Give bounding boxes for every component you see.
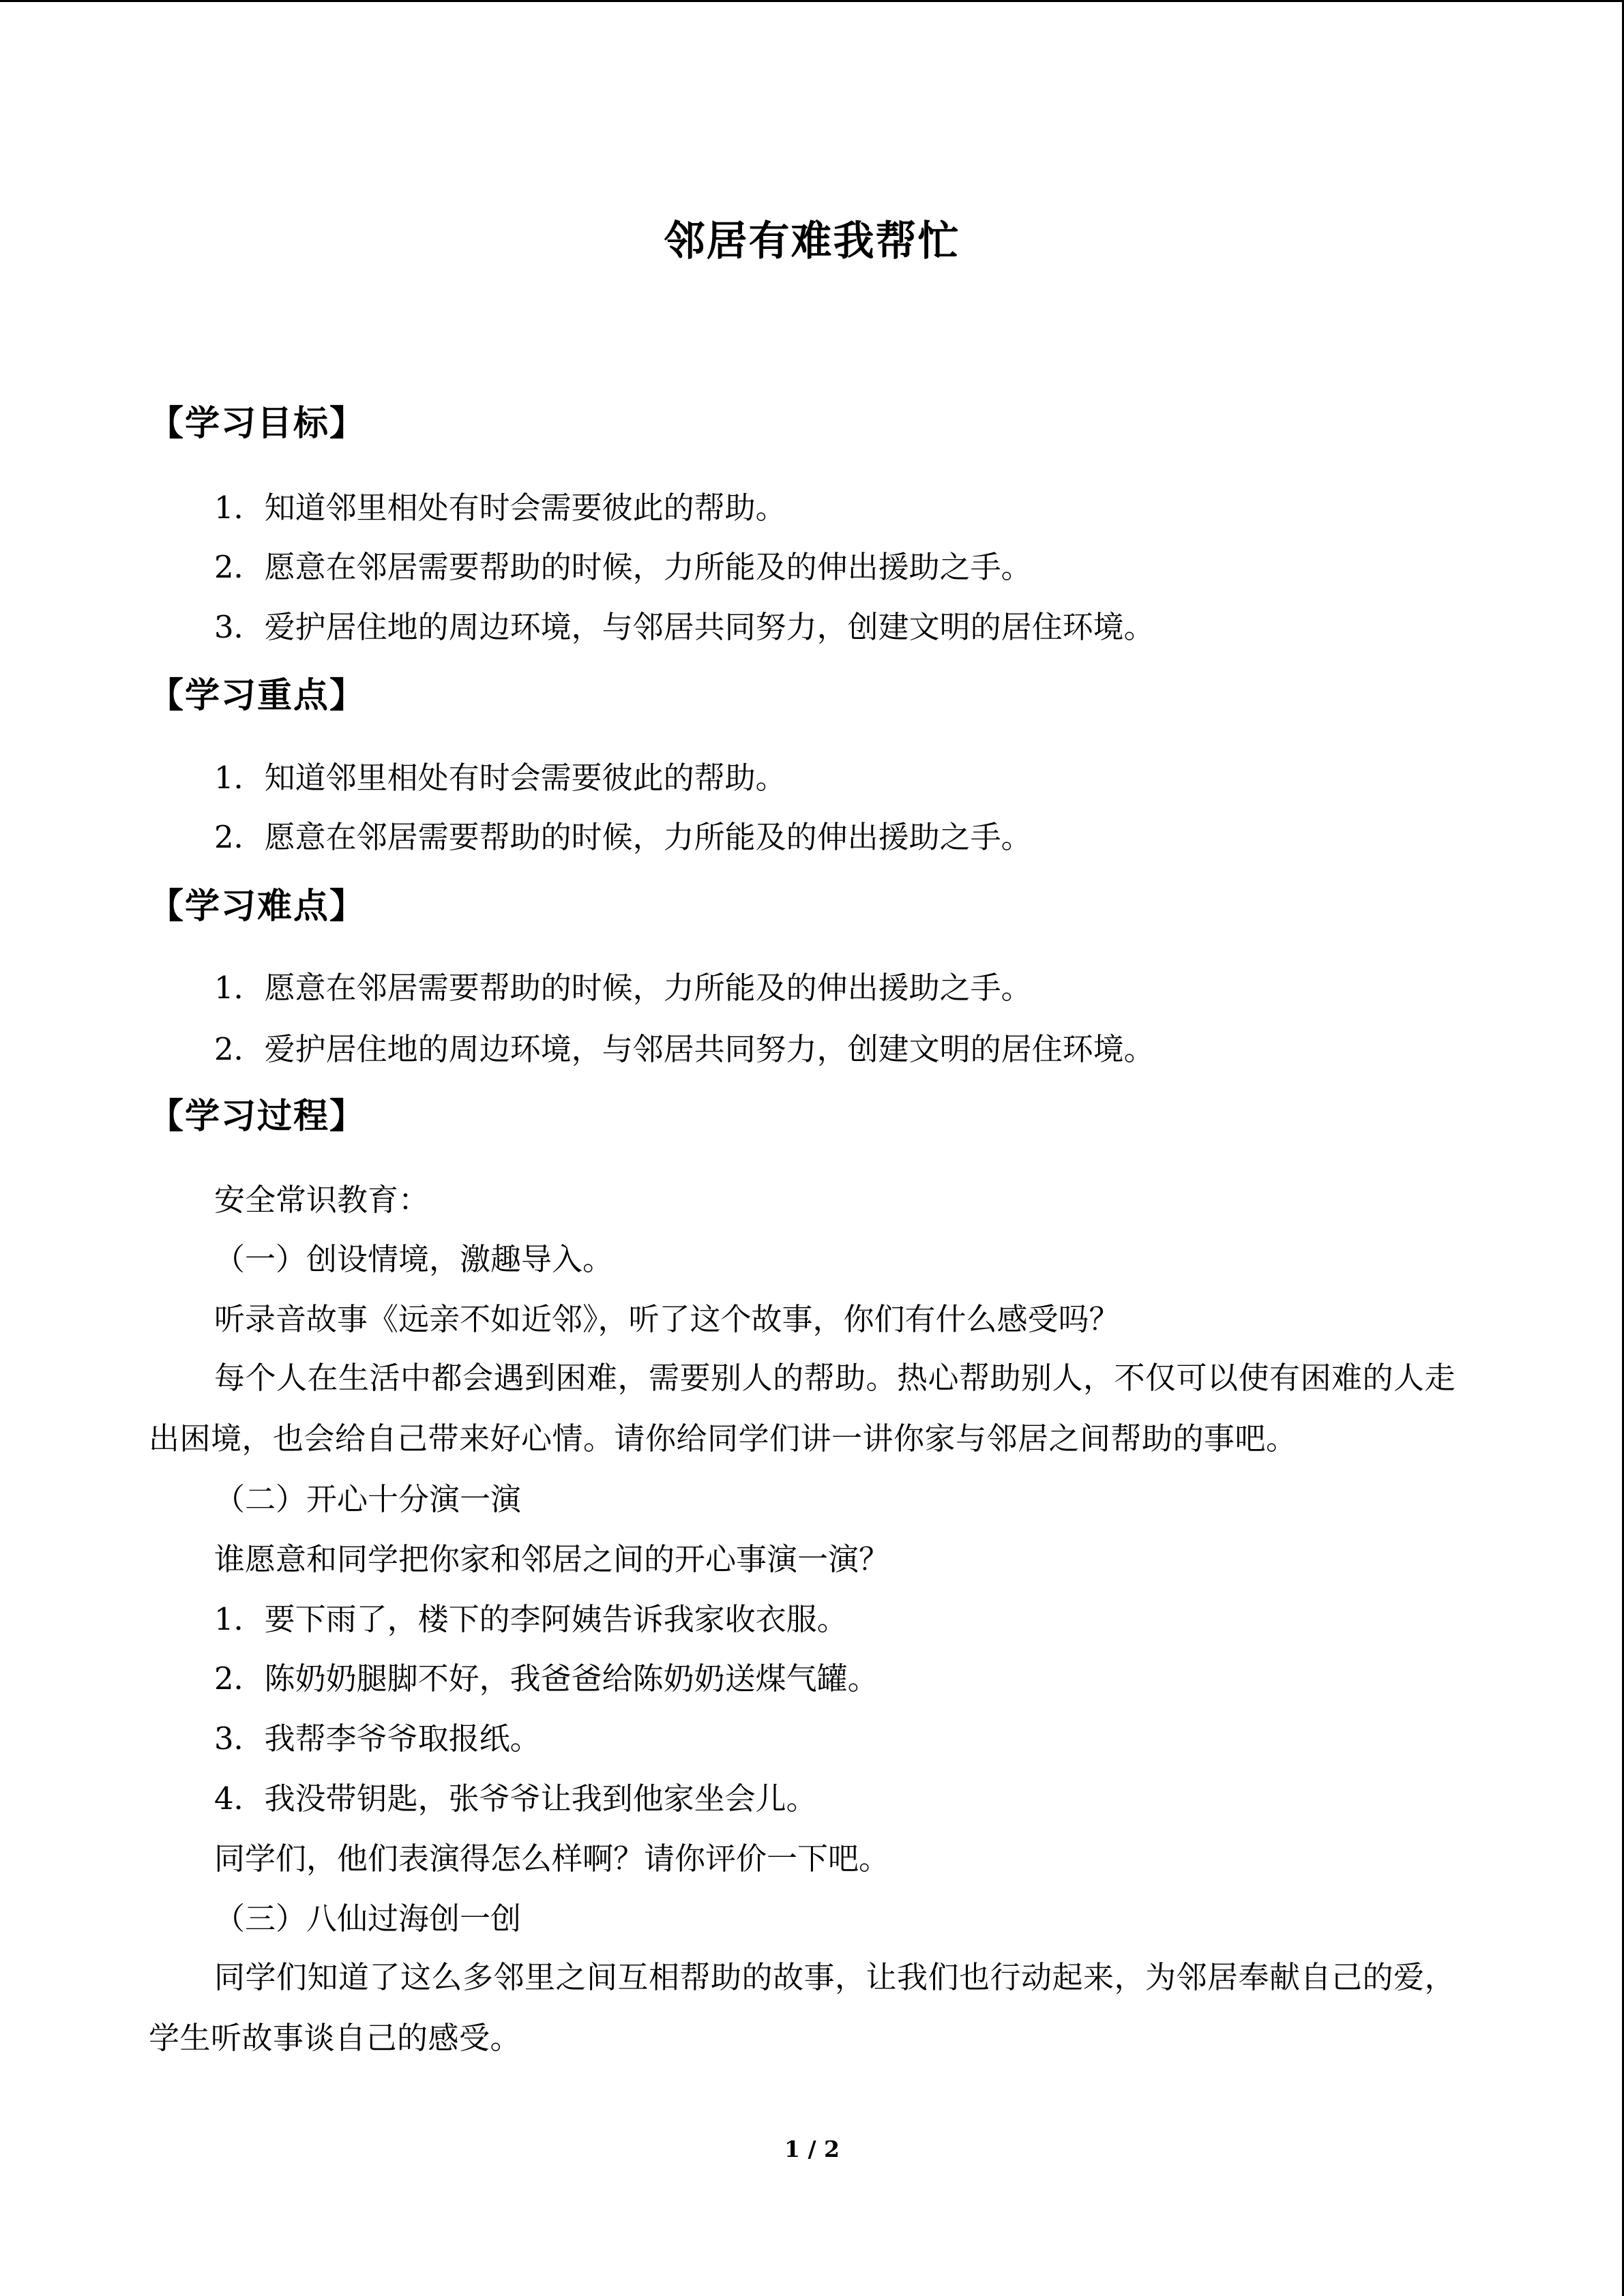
- section-heading-key-points: 【学习重点】: [149, 675, 366, 716]
- process-paragraph-help: 每个人在生活中都会遇到困难，需要别人的帮助。热心帮助别人，不仅可以使有困难的人走出困境，也会给自己带来好心情。请你给同学们讲一讲你家与邻居之间帮助的事吧。: [149, 1360, 1456, 1457]
- section-heading-difficulties: 【学习难点】: [149, 886, 366, 927]
- page-top-border: [0, 0, 1624, 2]
- page-number: 1 / 2: [784, 2136, 840, 2162]
- process-subheading-3: （三）八仙过海创一创: [214, 1900, 522, 1937]
- process-subheading-2: （二）开心十分演一演: [214, 1481, 522, 1517]
- objective-item-1: 1．知道邻里相处有时会需要彼此的帮助。: [214, 490, 786, 526]
- key-point-item-2: 2．愿意在邻居需要帮助的时候，力所能及的伸出援助之手。: [214, 819, 1032, 855]
- process-line-evaluate: 同学们，他们表演得怎么样啊？请你评价一下吧。: [214, 1840, 890, 1877]
- difficulty-item-1: 1．愿意在邻居需要帮助的时候，力所能及的伸出援助之手。: [214, 970, 1032, 1006]
- process-subheading-1: （一）创设情境，激趣导入。: [214, 1241, 614, 1277]
- section-heading-objectives: 【学习目标】: [149, 403, 366, 444]
- process-line-safety: 安全常识教育：: [214, 1182, 430, 1218]
- key-point-item-1: 1．知道邻里相处有时会需要彼此的帮助。: [214, 760, 786, 796]
- process-paragraph-action: 同学们知道了这么多邻里之间互相帮助的故事，让我们也行动起来，为邻居奉献自己的爱，学生听故事谈自己的感受。: [149, 1959, 1456, 2056]
- process-line-story: 听录音故事《远亲不如近邻》，听了这个故事，你们有什么感受吗？: [214, 1301, 1120, 1337]
- page-title: 邻居有难我帮忙: [664, 218, 960, 265]
- process-list-item-2: 2．陈奶奶腿脚不好，我爸爸给陈奶奶送煤气罐。: [214, 1660, 879, 1697]
- objective-item-3: 3．爱护居住地的周边环境，与邻居共同努力，创建文明的居住环境。: [214, 609, 1155, 645]
- objective-item-2: 2．愿意在邻居需要帮助的时候，力所能及的伸出援助之手。: [214, 549, 1032, 585]
- section-heading-process: 【学习过程】: [149, 1096, 366, 1137]
- process-line-act: 谁愿意和同学把你家和邻居之间的开心事演一演？: [214, 1541, 890, 1577]
- difficulty-item-2: 2．爱护居住地的周边环境，与邻居共同努力，创建文明的居住环境。: [214, 1031, 1155, 1067]
- process-list-item-3: 3．我帮李爷爷取报纸。: [214, 1720, 541, 1757]
- process-list-item-4: 4．我没带钥匙，张爷爷让我到他家坐会儿。: [214, 1780, 817, 1817]
- process-list-item-1: 1．要下雨了，楼下的李阿姨告诉我家收衣服。: [214, 1601, 848, 1637]
